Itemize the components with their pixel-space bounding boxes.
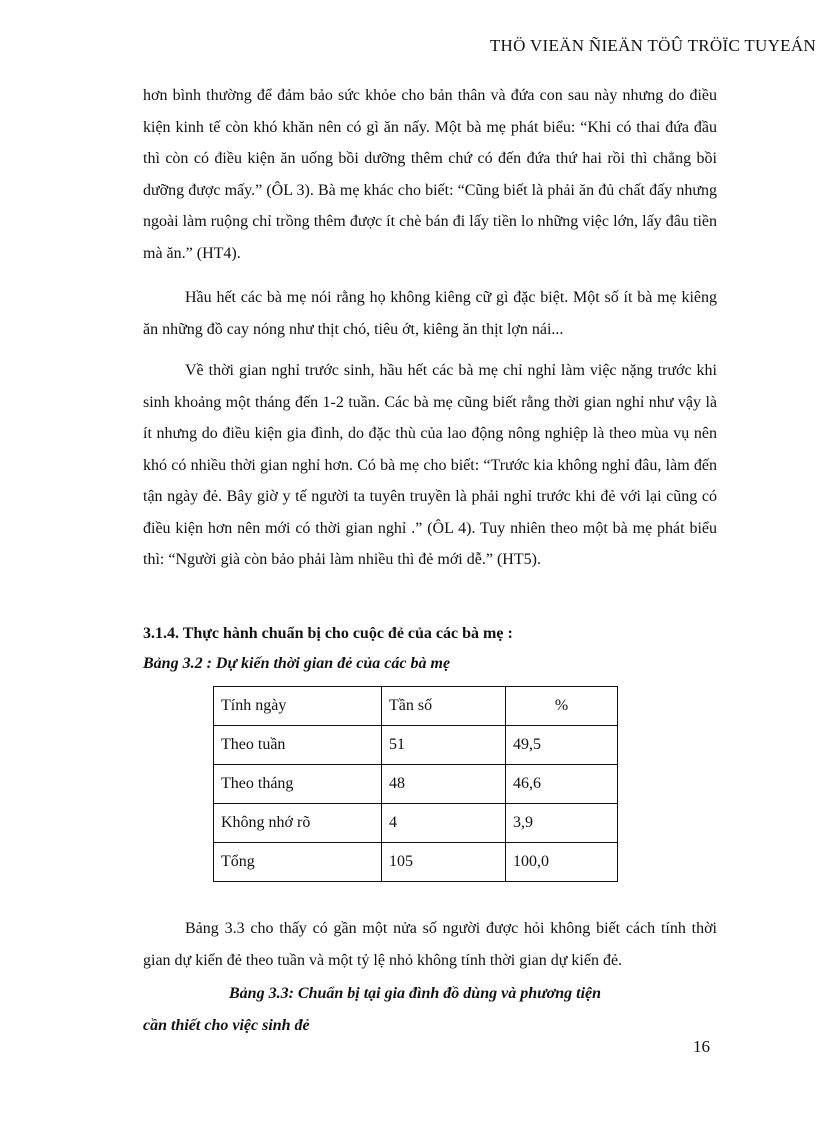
table-cell: Tổng: [214, 843, 382, 882]
table-row: [214, 804, 618, 843]
table-cell: 3,9: [506, 804, 618, 843]
table-3-2: [213, 686, 618, 882]
paragraph-4: Bảng 3.3 cho thấy có gần một nửa số người được hỏi không biết cách tính thời gian dự kiến đẻ theo tuần và một tỷ lệ nhỏ không tính thời gian dự kiến đẻ.: [143, 920, 717, 969]
table-cell: 105: [382, 843, 506, 882]
table-cell: 46,6: [506, 765, 618, 804]
table-row: [214, 765, 618, 804]
table-cell: Không nhớ rõ: [214, 804, 382, 843]
table-cell: 51: [382, 726, 506, 765]
page-header-title: THÖ VIEÄN ÑIEÄN TÖÛ TRÖÏC TUYEÁN: [489, 36, 816, 55]
table-3-3-caption-line-2: cần thiết cho việc sinh đẻ: [143, 1017, 310, 1034]
paragraph-1: hơn bình thường để đảm bảo sức khỏe cho bản thân và đứa con sau này nhưng do điều kiện kinh tế còn khó khăn nên có gì ăn nấy. Một bà mẹ phát biểu: “Khi có thai đứa đầu thì còn có điều kiện ăn uống bồi dưỡng thêm chứ có đến đứa thứ hai rồi thì chẳng bồi dưỡng được mấy.” (ÔL 3). Bà mẹ khác cho biết: “Cũng biết là phải ăn đủ chất đấy nhưng ngoài làm ruộng chỉ trồng thêm được ít chè bán đi lấy tiền lo những việc lớn, lấy đâu tiền mà ăn.” (HT4).: [143, 87, 717, 262]
section-heading: 3.1.4. Thực hành chuẩn bị cho cuộc đẻ của các bà mẹ :: [143, 625, 513, 642]
table-cell: 4: [382, 804, 506, 843]
table-3-3-caption-line-1: Bảng 3.3: Chuẩn bị tại gia đình đồ dùng và phương tiện: [229, 985, 602, 1002]
table-cell: Theo tháng: [214, 765, 382, 804]
table-cell: 49,5: [506, 726, 618, 765]
table-row-total: [214, 843, 618, 882]
column-header-days: Tính ngày: [214, 687, 382, 726]
table-cell: Theo tuần: [214, 726, 382, 765]
column-header-percent: %: [506, 687, 618, 726]
table-3-2-caption: Bảng 3.2 : Dự kiến thời gian đẻ của các bà mẹ: [143, 655, 451, 672]
page-number: 16: [693, 1037, 710, 1056]
paragraph-3: Về thời gian nghỉ trước sinh, hầu hết các bà mẹ chỉ nghỉ làm việc nặng trước khi sinh khoảng một tháng đến 1-2 tuần. Các bà mẹ cũng biết rằng thời gian nghỉ như vậy là ít nhưng do điều kiện gia đình, do đặc thù của lao động nông nghiệp là theo mùa vụ nên khó có nhiều thời gian nghỉ hơn. Có bà mẹ cho biết: “Trước kia không nghỉ đâu, làm đến tận ngày đẻ. Bây giờ y tế người ta tuyên truyền là phải nghỉ trước khi đẻ với lại cũng có điều kiện hơn nên mới có thời gian nghỉ .” (ÔL 4). Tuy nhiên theo một bà mẹ phát biểu thì: “Người già còn bảo phải làm nhiều thì đẻ mới dễ.” (HT5).: [143, 362, 717, 568]
column-header-frequency: Tần số: [382, 687, 506, 726]
table-cell: 100,0: [506, 843, 618, 882]
table-cell: 48: [382, 765, 506, 804]
table-header-row: [214, 687, 618, 726]
table-row: [214, 726, 618, 765]
paragraph-2: Hầu hết các bà mẹ nói rằng họ không kiêng cữ gì đặc biệt. Một số ít bà mẹ kiêng ăn những đồ cay nóng như thịt chó, tiêu ớt, kiêng ăn thịt lợn nái...: [143, 289, 717, 338]
